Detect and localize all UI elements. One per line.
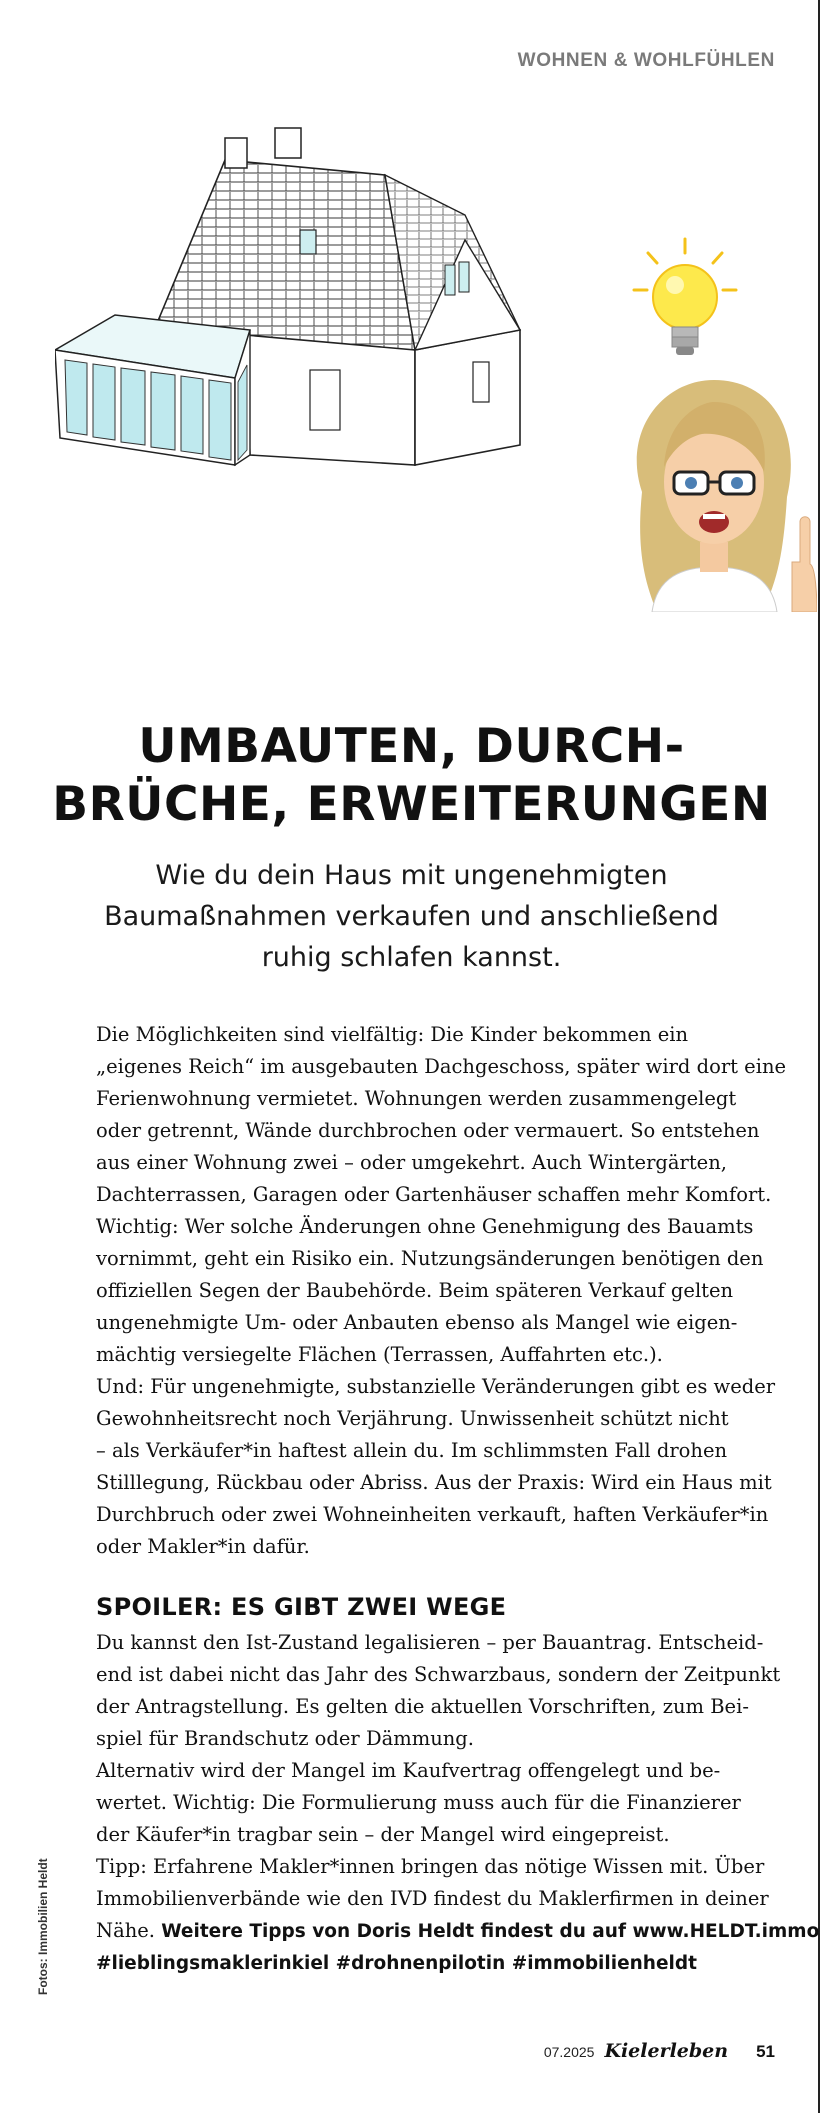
photo-credit: Fotos: Immobilien Heldt [36,1858,50,1995]
page-edge-rule [818,0,820,2113]
subheadline-line: ruhig schlafen kannst. [261,942,562,973]
body-line: vornimmt, geht ein Risiko ein. Nutzungsänderungen benötigen den [96,1247,764,1270]
body-line: oder Makler*in dafür. [96,1535,310,1558]
subheadline-line: Wie du dein Haus mit ungenehmigten [155,860,668,891]
body-line-plain: Nähe. [96,1919,162,1942]
body-line: – als Verkäufer*in haftest allein du. Im schlimmsten Fall drohen [96,1439,728,1462]
body-line: Tipp: Erfahrene Makler*innen bringen das nötige Wissen mit. Über [96,1855,765,1878]
body-line: Du kannst den Ist-Zustand legalisieren – per Bauantrag. Entscheid- [96,1631,764,1654]
lightbulb-icon [630,235,740,375]
body-line: Die Möglichkeiten sind vielfältig: Die Kinder bekommen ein [96,1023,689,1046]
body-line: der Antragstellung. Es gelten die aktuellen Vorschriften, zum Bei- [96,1695,749,1718]
body-line: ungenehmigte Um- oder Anbauten ebenso als Mangel wie eigen- [96,1311,738,1334]
body-line: Stilllegung, Rückbau oder Abriss. Aus der Praxis: Wird ein Haus mit [96,1471,772,1494]
issue-date: 07.2025 [543,2044,595,2060]
hashtags: #lieblingsmaklerinkiel #drohnenpilotin #immobilienheldt [96,1953,697,1974]
website-tip-link[interactable]: Weitere Tipps von Doris Heldt findest du auf www.HELDT.immo [161,1921,820,1942]
body-line: spiel für Brandschutz oder Dämmung. [96,1727,474,1750]
body-line: Und: Für ungenehmigte, substanzielle Veränderungen gibt es weder [96,1375,776,1398]
body-line: Gewohnheitsrecht noch Verjährung. Unwissenheit schützt nicht [96,1407,729,1430]
body-line: oder getrennt, Wände durchbrochen oder vermauert. So entstehen [96,1119,760,1142]
body-line: mächtig versiegelte Flächen (Terrassen, Auffahrten etc.). [96,1343,663,1366]
body-line: wertet. Wichtig: Die Formulierung muss auch für die Finanzierer [96,1791,741,1814]
body-line: Alternativ wird der Mangel im Kaufvertrag offengelegt und be- [96,1759,721,1782]
body-line: offiziellen Segen der Baubehörde. Beim späteren Verkauf gelten [96,1279,734,1302]
body-line: der Käufer*in tragbar sein – der Mangel wird eingepreist. [96,1823,670,1846]
headline [0,718,823,834]
body-line: aus einer Wohnung zwei – oder umgekehrt. Auch Wintergärten, [96,1151,727,1174]
body-line: end ist dabei nicht das Jahr des Schwarzbaus, sondern der Zeitpunkt [96,1663,781,1686]
section-label: WOHNEN & WOHLFÜHLEN [517,50,775,71]
subheadline-line: Baumaßnahmen verkaufen und anschließend [104,901,719,932]
body-text-spoiler [96,1627,820,1980]
page-footer [544,2040,775,2062]
subheadline [0,855,823,978]
headline-line: UMBAUTEN, DURCH- [138,719,685,774]
body-line: „eigenes Reich“ im ausgebauten Dachgeschoss, später wird dort eine [96,1055,787,1078]
body-line: Wichtig: Wer solche Änderungen ohne Genehmigung des Bauamts [96,1215,754,1238]
headline-line: BRÜCHE, ERWEITERUNGEN [52,777,771,832]
magazine-logo: Kielerleben [604,2040,729,2062]
house-sketch-illustration [55,120,565,530]
section-heading-spoiler: SPOILER: ES GIBT ZWEI WEGE [96,1593,507,1621]
page-number: 51 [756,2042,775,2061]
body-line: Durchbruch oder zwei Wohneinheiten verkauft, haften Verkäufer*in [96,1503,769,1526]
body-line-with-link [96,1915,820,1948]
body-line: Ferienwohnung vermietet. Wohnungen werden zusammengelegt [96,1087,737,1110]
woman-avatar-illustration [612,372,817,612]
body-line: Dachterrassen, Garagen oder Gartenhäuser schaffen mehr Komfort. [96,1183,772,1206]
body-text-intro [96,1019,787,1563]
body-line: Immobilienverbände wie den IVD findest du Maklerfirmen in deiner [96,1887,769,1910]
